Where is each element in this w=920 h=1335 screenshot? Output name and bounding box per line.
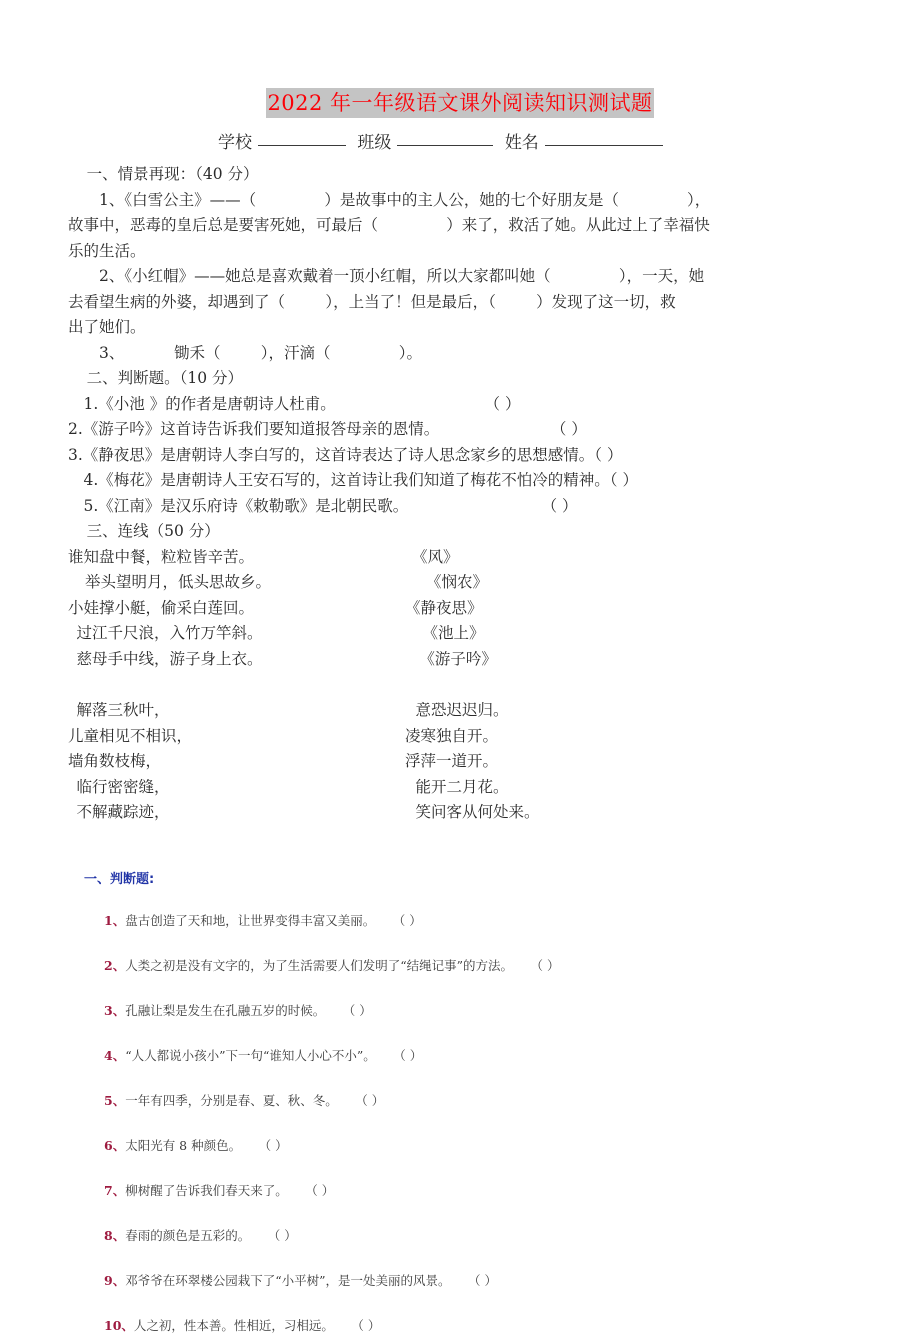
matching-row [68, 724, 628, 750]
section2-item-text: 3.《静夜思》是唐朝诗人李白写的，这首诗表达了诗人思念家乡的思想感情。 [68, 445, 595, 464]
section3-heading: 三、连线（50 分） [86, 522, 220, 540]
section2-item [68, 443, 846, 469]
matching-right-text[interactable]: 笑问客从何处来。 [415, 803, 540, 821]
section2-item-text: 2.《游子吟》这首诗告诉我们要知道报答母亲的恩情。 [68, 420, 440, 438]
q2-part-a: 2、《小红帽》——她总是喜欢戴着一顶小红帽，所以大家都叫她（ [99, 267, 551, 285]
tf-item-number: 6、 [104, 1137, 126, 1153]
q2-line2-b: ），上当了！但是最后，（ [325, 292, 496, 311]
q3-part-c: ）。 [398, 343, 422, 362]
matching-right-text[interactable]: 能开二月花。 [415, 777, 509, 796]
tf-item [84, 1136, 846, 1155]
tf-item-number: 9、 [104, 1272, 126, 1288]
q1-line2-a: 故事中，恶毒的皇后总是要害死她，可最后（ [68, 216, 379, 234]
matching-right-text[interactable]: 凌寒独自开。 [405, 726, 499, 745]
section1-question-1-line2 [68, 213, 846, 239]
section1-question-3 [68, 341, 846, 367]
tf-item-mark[interactable]: （ ） [530, 957, 560, 973]
section1-question-1 [68, 188, 846, 214]
matching-row [68, 570, 628, 596]
q1-part-b: ）是故事中的主人公，她的七个好朋友是（ [324, 190, 619, 209]
tf-item-number: 2、 [104, 957, 126, 973]
tf-item-mark[interactable]: （ ） [392, 912, 422, 928]
matching-left-text[interactable]: 小娃撑小艇，偷采白莲回。 [68, 598, 255, 617]
tf-item-mark[interactable]: （ ） [305, 1182, 335, 1198]
q1-part-a: 1、《白雪公主》——（ [99, 190, 257, 209]
tf-item-number: 4、 [104, 1047, 126, 1063]
matching-row [68, 545, 628, 571]
matching-group-2 [0, 698, 920, 826]
matching-right-text[interactable]: 意恐迟迟归。 [415, 701, 509, 719]
q3-part-b: ），汗滴（ [260, 343, 331, 362]
tf-item-mark[interactable]: （ ） [468, 1272, 497, 1288]
matching-row [68, 775, 628, 801]
matching-left-text[interactable]: 儿童相见不相识， [68, 726, 193, 745]
section2-item [68, 417, 846, 443]
matching-row [68, 698, 628, 724]
matching-row [68, 621, 628, 647]
tf-item-mark[interactable]: （ ） [351, 1317, 381, 1333]
tf-item-number: 8、 [104, 1227, 126, 1243]
tf-item-text: 人之初，性本善。性相近，习相远。 [133, 1317, 334, 1333]
section2-item-mark[interactable]: （ ） [541, 496, 578, 515]
tf-item [84, 956, 846, 975]
tf-item [84, 1181, 846, 1200]
q3-number: 3、 [99, 343, 125, 362]
school-label: 学校 [218, 133, 252, 153]
tf-item-mark[interactable]: （ ） [355, 1092, 385, 1108]
class-blank[interactable] [397, 131, 493, 146]
section2-item [68, 392, 846, 418]
section2-item-text: 1.《小池 》的作者是唐朝诗人杜甫。 [83, 394, 336, 413]
section2-item-mark[interactable]: （ ） [594, 445, 623, 464]
q3-part-a: 锄禾（ [173, 343, 221, 362]
section1-question-1-line3: 乐的生活。 [68, 241, 146, 260]
class-label: 班级 [357, 133, 392, 153]
tf-item-number: 5、 [104, 1092, 126, 1108]
matching-right-text[interactable]: 《静夜思》 [405, 598, 483, 617]
name-blank[interactable] [545, 131, 663, 146]
tf-item-mark[interactable]: （ ） [258, 1137, 288, 1153]
section1-question-2-line2 [68, 290, 846, 316]
matching-left-text[interactable]: 解落三秋叶， [76, 701, 170, 719]
tf-item-number: 10、 [104, 1317, 134, 1333]
matching-group-1 [0, 545, 920, 673]
tf-item [84, 1001, 846, 1020]
section2-item-text: 5.《江南》是汉乐府诗《敕勒歌》是北朝民歌。 [83, 496, 409, 515]
tf-item-mark[interactable]: （ ） [267, 1227, 297, 1243]
section1-question-2 [68, 264, 846, 290]
lower-section [0, 870, 920, 1335]
matching-left-text[interactable]: 墙角数枝梅， [68, 752, 162, 770]
section2-item [68, 494, 846, 520]
name-label: 姓名 [504, 133, 539, 153]
matching-right-text[interactable]: 浮萍一道开。 [405, 752, 499, 770]
tf-item-text: 一年有四季，分别是春、夏、秋、冬。 [125, 1092, 338, 1108]
tf-item-text: 春雨的颜色是五彩的。 [125, 1227, 251, 1243]
section1-heading: 一、情景再现：（40 分） [86, 165, 259, 183]
matching-left-text[interactable]: 不解藏踪迹， [76, 803, 170, 821]
student-info-row [0, 130, 920, 156]
tf-item-mark[interactable]: （ ） [393, 1047, 423, 1063]
tf-item [84, 1316, 846, 1335]
matching-row [68, 749, 628, 775]
title-row [0, 0, 920, 118]
tf-item-number: 3、 [104, 1002, 126, 1018]
matching-left-text[interactable]: 慈母手中线，游子身上衣。 [76, 649, 263, 668]
matching-left-text[interactable]: 临行密密缝， [76, 777, 170, 796]
lower-section-heading: 一、判断题: [84, 871, 155, 887]
matching-left-text[interactable]: 过江千尺浪，入竹万竿斜。 [76, 624, 263, 642]
section1-question-2-line3: 出了她们。 [68, 318, 146, 336]
tf-item [84, 1091, 846, 1110]
q2-line2-c: ）发现了这一切，救 [536, 292, 676, 311]
tf-item-text: 人类之初是没有文字的，为了生活需要人们发明了“结绳记事”的方法。 [125, 957, 513, 973]
matching-right-text[interactable]: 《悯农》 [426, 573, 489, 591]
matching-right-text[interactable]: 《游子吟》 [419, 649, 497, 668]
matching-right-text[interactable]: 《池上》 [422, 624, 485, 642]
tf-item [84, 911, 846, 930]
section2-item-mark[interactable]: （ ） [550, 420, 587, 438]
matching-row [68, 647, 628, 673]
matching-row [68, 800, 628, 826]
tf-item-text: 盘古创造了天和地，让世界变得丰富又美丽。 [125, 912, 376, 928]
section2-item [68, 468, 846, 494]
matching-left-text[interactable]: 举头望明月，低头思故乡。 [85, 573, 272, 591]
section2-heading: 二、判断题。（10 分） [86, 369, 243, 387]
tf-item [84, 1271, 846, 1290]
matching-group-spacer [0, 672, 920, 698]
q2-line2-a: 去看望生病的外婆，却遇到了（ [68, 292, 286, 311]
section2-item-mark[interactable]: （ ） [484, 394, 521, 413]
exam-body [0, 162, 920, 545]
tf-item-text: 柳树醒了告诉我们春天来了。 [125, 1182, 288, 1198]
tf-item-text: 孔融让梨是发生在孔融五岁的时候。 [125, 1002, 326, 1018]
page-title: 2022 年一年级语文课外阅读知识测试题 [266, 88, 653, 118]
tf-item [84, 1046, 846, 1065]
q1-part-c: ）， [687, 190, 711, 209]
section2-item-text: 4.《梅花》是唐朝诗人王安石写的，这首诗让我们知道了梅花不怕冷的精神。 [83, 471, 610, 489]
q1-line2-b: ）来了，救活了她。从此过上了幸福快 [446, 216, 710, 234]
matching-left-text[interactable]: 谁知盘中餐，粒粒皆辛苦。 [68, 547, 255, 566]
tf-item-mark[interactable]: （ ） [342, 1002, 372, 1018]
tf-item-number: 7、 [104, 1182, 126, 1198]
tf-item-text: 邓爷爷在环翠楼公园栽下了“小平树”，是一处美丽的风景。 [125, 1272, 451, 1288]
school-blank[interactable] [258, 131, 346, 146]
section2-item-mark[interactable]: （ ） [609, 471, 638, 489]
tf-item [84, 1226, 846, 1245]
matching-row [68, 596, 628, 622]
tf-item-number: 1、 [104, 912, 126, 928]
tf-item-text: 太阳光有 8 种颜色。 [125, 1137, 242, 1153]
q2-part-b: ），一天，她 [618, 267, 705, 285]
tf-item-text: “人人都说小孩小”下一句“谁知人小心不小”。 [125, 1047, 376, 1063]
matching-right-text[interactable]: 《风》 [412, 547, 459, 566]
